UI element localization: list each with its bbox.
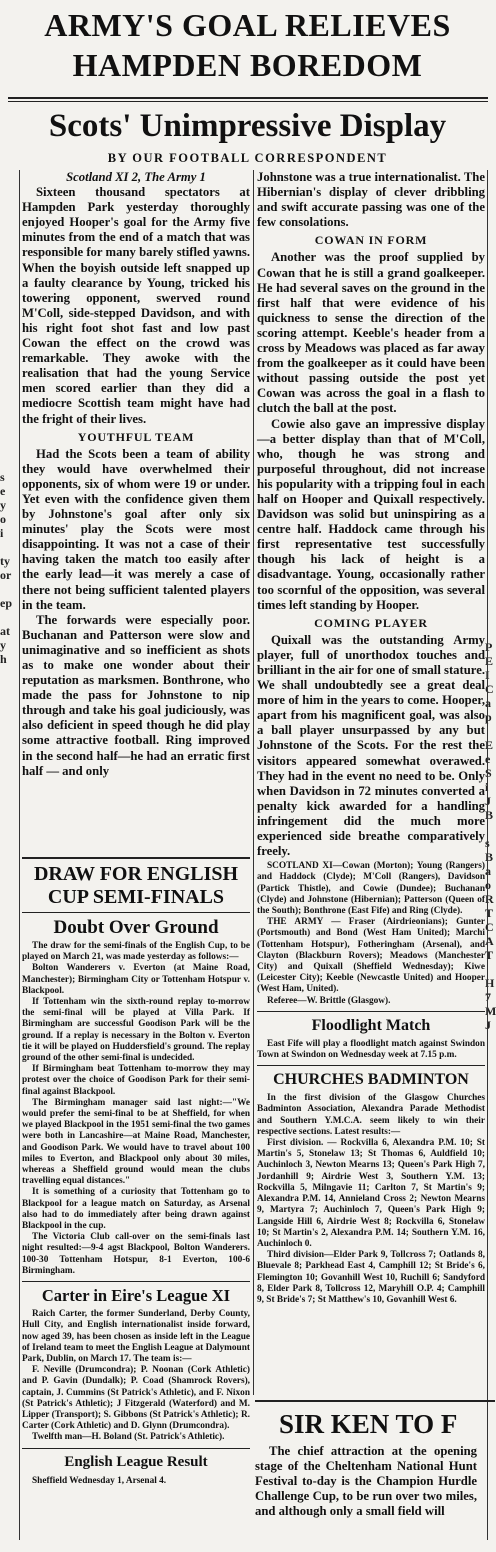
match-paragraph: Another was the proof supplied by Cowan that he is still a grand goalkeeper. He had several saves on the ground in the first half that were evidence of his quickness to sense the direction of the scoring attempt. Keeble's header from a cross by Meadows was placed as far away from the goalkeeper as it could have been without passing outside the post yet Cowan was across the goal in a flash to clutch the ball at the post. [257, 250, 485, 416]
match-dateline: Scotland XI 2, The Army 1 [66, 170, 206, 184]
referee: Referee—W. Brittle (Glasgow). [267, 995, 391, 1006]
carter-paragraph: Twelfth man—H. Boland (St. Patrick's Athletic). [32, 1432, 225, 1443]
badminton-paragraph: First division. — Rockvilla 6, Alexandra P.M. 10; St Martin's 5, Stonelaw 13; St Thomas 6, Auldfield 10; Auchinloch 3, Newton Mearns 13; Queen's Park High 7, Jordanhill 9; Airdrie West 3, Southern Y.M. 13; Rockvilla 5, Milngavie 11; Carlton 7, St Martin's 9; Alexandra P.M. 14, Annieland Cross 2; Newton Mearns 9, Martyra 7; Auchinloch 7, Queen's Park High 9; Langside Hill 6, Airdrie West 8; Rockvilla 6, Stonelaw 10; St Martin's 2, Alexandra P.M. 14; Southern Y.M. 16, Auchinloch 0. [257, 1138, 485, 1249]
cup-paragraph: The draw for the semi-finals of the English Cup, to be played on March 21, was made yesterday as follows:— [22, 941, 250, 963]
carter-headline: Carter in Eire's League XI [41, 1286, 231, 1306]
subhead-coming-player: COMING PLAYER [314, 615, 428, 630]
headline-line-2: HAMPDEN BOREDOM [72, 47, 423, 83]
match-paragraph: Johnstone was a true internationalist. The Hibernian's display of clever dribbling and swift accurate passing was one of the few consolations. [257, 170, 485, 230]
cup-headline: Doubt Over Ground [53, 917, 219, 938]
cup-box-headline-2: CUP SEMI-FINALS [22, 886, 250, 913]
cup-paragraph: If Tottenham win the sixth-round replay to-morrow the semi-final will be played at Villa Park. If Birmingham are successful Goodison Park will be the ground. If a replay is necessary in the Bolton v. Everton tie it will be played on Huddersfield's ground. The replay ground of the other semi-final is undecided. [22, 997, 250, 1064]
match-paragraph: The forwards were especially poor. Buchanan and Patterson were slow and unimaginative and so inefficient as shots as to make one wonder about their reputation as marksmen. Bonthrone, who made the pass for Johnstone to nip through and take his goal judiciously, was also deficient in speed though he did play some attractive football. Ring improved in the second half—he had an erratic first half — and only [22, 612, 250, 778]
subheadline: Scots' Unimpressive Display [48, 108, 447, 144]
cup-paragraph: If Birmingham beat Tottenham to-morrow they may protest over the choice of Goodison Park for their semi-final against Blackpool. [22, 1064, 250, 1097]
subhead-cowan-in-form: COWAN IN FORM [314, 233, 428, 248]
right-edge-fragment: P E I C a p E e S i J B s B a o R T C A T H 7 M J [485, 640, 496, 1032]
match-paragraph: Had the Scots been a team of ability they would have overwhelmed their opponents, six of whom were 19 or under. Yet even with the confidence given them by Johnstone's goal after only six minutes' play the Scots were most disappointing. It was not a case of their having taken the match too easily after the early lead—it was merely a case of there not being sufficient talented players in the team. [22, 446, 250, 612]
floodlight-headline: Floodlight Match [311, 1016, 431, 1034]
cup-draw-box [22, 857, 250, 1487]
cup-paragraph: Bolton Wanderers v. Everton (at Maine Road, Manchester); Birmingham City or Tottenham Hotspur v. Blackpool. [22, 963, 250, 996]
badminton-headline: CHURCHES BADMINTON [273, 1071, 469, 1089]
headline-line-1: ARMY'S GOAL RELIEVES [44, 7, 451, 43]
cup-box-headline-1: DRAW FOR ENGLISH [33, 863, 239, 885]
headline-rule-2 [8, 101, 488, 102]
match-paragraph: Sixteen thousand spectators at Hampden Park yesterday thoroughly enjoyed Hooper's goal for the Army five minutes from the end of a match that was responsible for many barely stifled yawns. When the boyish outside left snapped up a faulty clearance by Young, tricked his towering opponent, swerved round M'Coll, side-stepped Davidson, and with his right foot shot fast and low past Cowan the effect on the crowd was remarkable. They awoke with the realisation that had the young Service men scored earlier than they did a mediocre Scottish team might have had the fright of their lives. [22, 185, 250, 426]
sir-ken-box [255, 1400, 495, 1552]
badminton-paragraph: Third division—Elder Park 9, Tollcross 7; Oatlands 8, Bluevale 8; Parkhead East 4, Camphill 12; St Bride's 6, Flemington 10; Govanhill West 10, Ruchill 6; Sandyford 8, Elder Park 8, Tollcross 12, Maryhill O.P. 4; Camphill 9, St Bride's 7; St Matthew's 10, Govanhill West 6. [257, 1250, 485, 1305]
match-report-left-column [22, 170, 250, 779]
column-rule-2 [253, 170, 254, 1395]
headline-rule [8, 97, 488, 99]
league-result: Sheffield Wednesday 1, Arsenal 4. [32, 1475, 167, 1486]
carter-paragraph: Raich Carter, the former Sunderland, Derby County, Hull City, and English internationalist inside forward, now aged 39, has been chosen as inside left in the League of Ireland team to meet the English League at Dalymount Park, Dublin, on March 17. The team is:— [22, 1309, 250, 1364]
badminton-paragraph: In the first division of the Glasgow Churches Badminton Association, Alexandra Parade Methodist and Southern Y.M.C.A. seem likely to win their respective sections. Latest results:— [257, 1093, 485, 1137]
team-list: SCOTLAND XI—Cowan (Morton); Young (Rangers) and Haddock (Clyde); M'Coll (Rangers), Davidson (Partick Thistle), and Cowie (Dundee); Buchanan (Clyde) and Johnstone (Hibernian); Patterson (Queen of the South); Bonthrone (East Fife) and Ring (Clyde). [257, 861, 485, 917]
left-edge-fragment: s e y o i ty or ep at y h [0, 470, 12, 666]
cup-paragraph: The Victoria Club call-over on the semi-finals last night resulted:—9-4 agst Blackpool, Bolton Wanderers. 100-30 Tottenham Hotspur, 8-1 Everton, 100-6 Birmingham. [22, 1232, 250, 1276]
cup-paragraph: The Birmingham manager said last night:—"We would prefer the semi-final to be at Sheffield, for when we played Blackpool in the 1951 semi-final the two games were both in Lancashire—at Maine Road, Manchester, and Goodison Park. We would have to travel about 100 miles to Everton, and Blackpool only about 30 miles, whereas a Sheffield ground would mean the clubs travelling equal distances." [22, 1097, 250, 1187]
match-paragraph: Quixall was the outstanding Army player, full of unorthodox touches and brilliant in the air for one of small stature. We shall undoubtedly see a great deal more of him in the years to come. Hooper, apart from his magnificent goal, was also a ball player unsurpassed by any but Johnstone of the Scots. For the rest the visitors appeared somewhat overawed. They had in the event no need to be. Only when Davidson in 72 minutes converted a penalty kick awarded for a handling infringement did the much more experienced side breathe comparatively freely. [257, 632, 486, 859]
sir-ken-text: The chief attraction at the opening stage of the Cheltenham National Hunt Festival to-day is the Champion Hurdle Challenge Cup, to be run over two miles, and although only a small field will [255, 1444, 477, 1519]
match-report-right-column [257, 170, 485, 1306]
floodlight-text: East Fife will play a floodlight match against Swindon Town at Swindon on Wednesday week at 7.15 p.m. [257, 1038, 485, 1061]
byline: BY OUR FOOTBALL CORRESPONDENT [107, 151, 388, 165]
match-paragraph: Cowie also gave an impressive display—a better display than that of M'Coll, who, though he was strong and purposeful throughout, did not increase his popularity with a tripping foul in each half on Hooper and Quixall respectively. Davidson was solid but uninspiring as a centre half. Haddock came through his first representative test successfully though his lack of height is a disadvantage. Young, occasionally rather too scornful of the opposition, was several times left standing by Hooper. [257, 416, 485, 612]
carter-paragraph: F. Neville (Drumcondra); P. Noonan (Cork Athletic) and P. Gavin (Dundalk); P. Coad (Shamrock Rovers), captain, J. Cummins (St Patrick's Athletic), and F. Nixon (St Patrick's Athletic); J Fitzgerald (Waterford) and M. Lipper (Transport); S. Gibbons (St Patrick's Athletic); R. Carter (Cork Athletic) and D. Glynn (Drumcondra). [22, 1365, 250, 1432]
cup-paragraph: It is something of a curiosity that Tottenham go to Blackpool for a league match on Saturday, as Arsenal also had to do immediately after being drawn against Blackpool in the cup. [22, 1187, 250, 1232]
sir-ken-headline: SIR KEN TO F [279, 1409, 458, 1439]
league-result-headline: English League Result [64, 1453, 208, 1470]
subhead-youthful-team: YOUTHFUL TEAM [77, 429, 195, 444]
column-rule-3 [487, 170, 488, 1540]
team-list: THE ARMY — Fraser (Airdrieonians); Gunter (Portsmouth) and Bond (West Ham United); Marchi (Tottenham Hotspur), Fotheringham (Arsenal), and Clayton (Blackburn Rovers); Meadows (Manchester City) and Quixall (Sheffield Wednesday); Kiwe (Leicester City); Keeble (Newcastle United) and Hooper (West Ham, United). [257, 917, 485, 995]
column-rule-1 [19, 170, 20, 1540]
